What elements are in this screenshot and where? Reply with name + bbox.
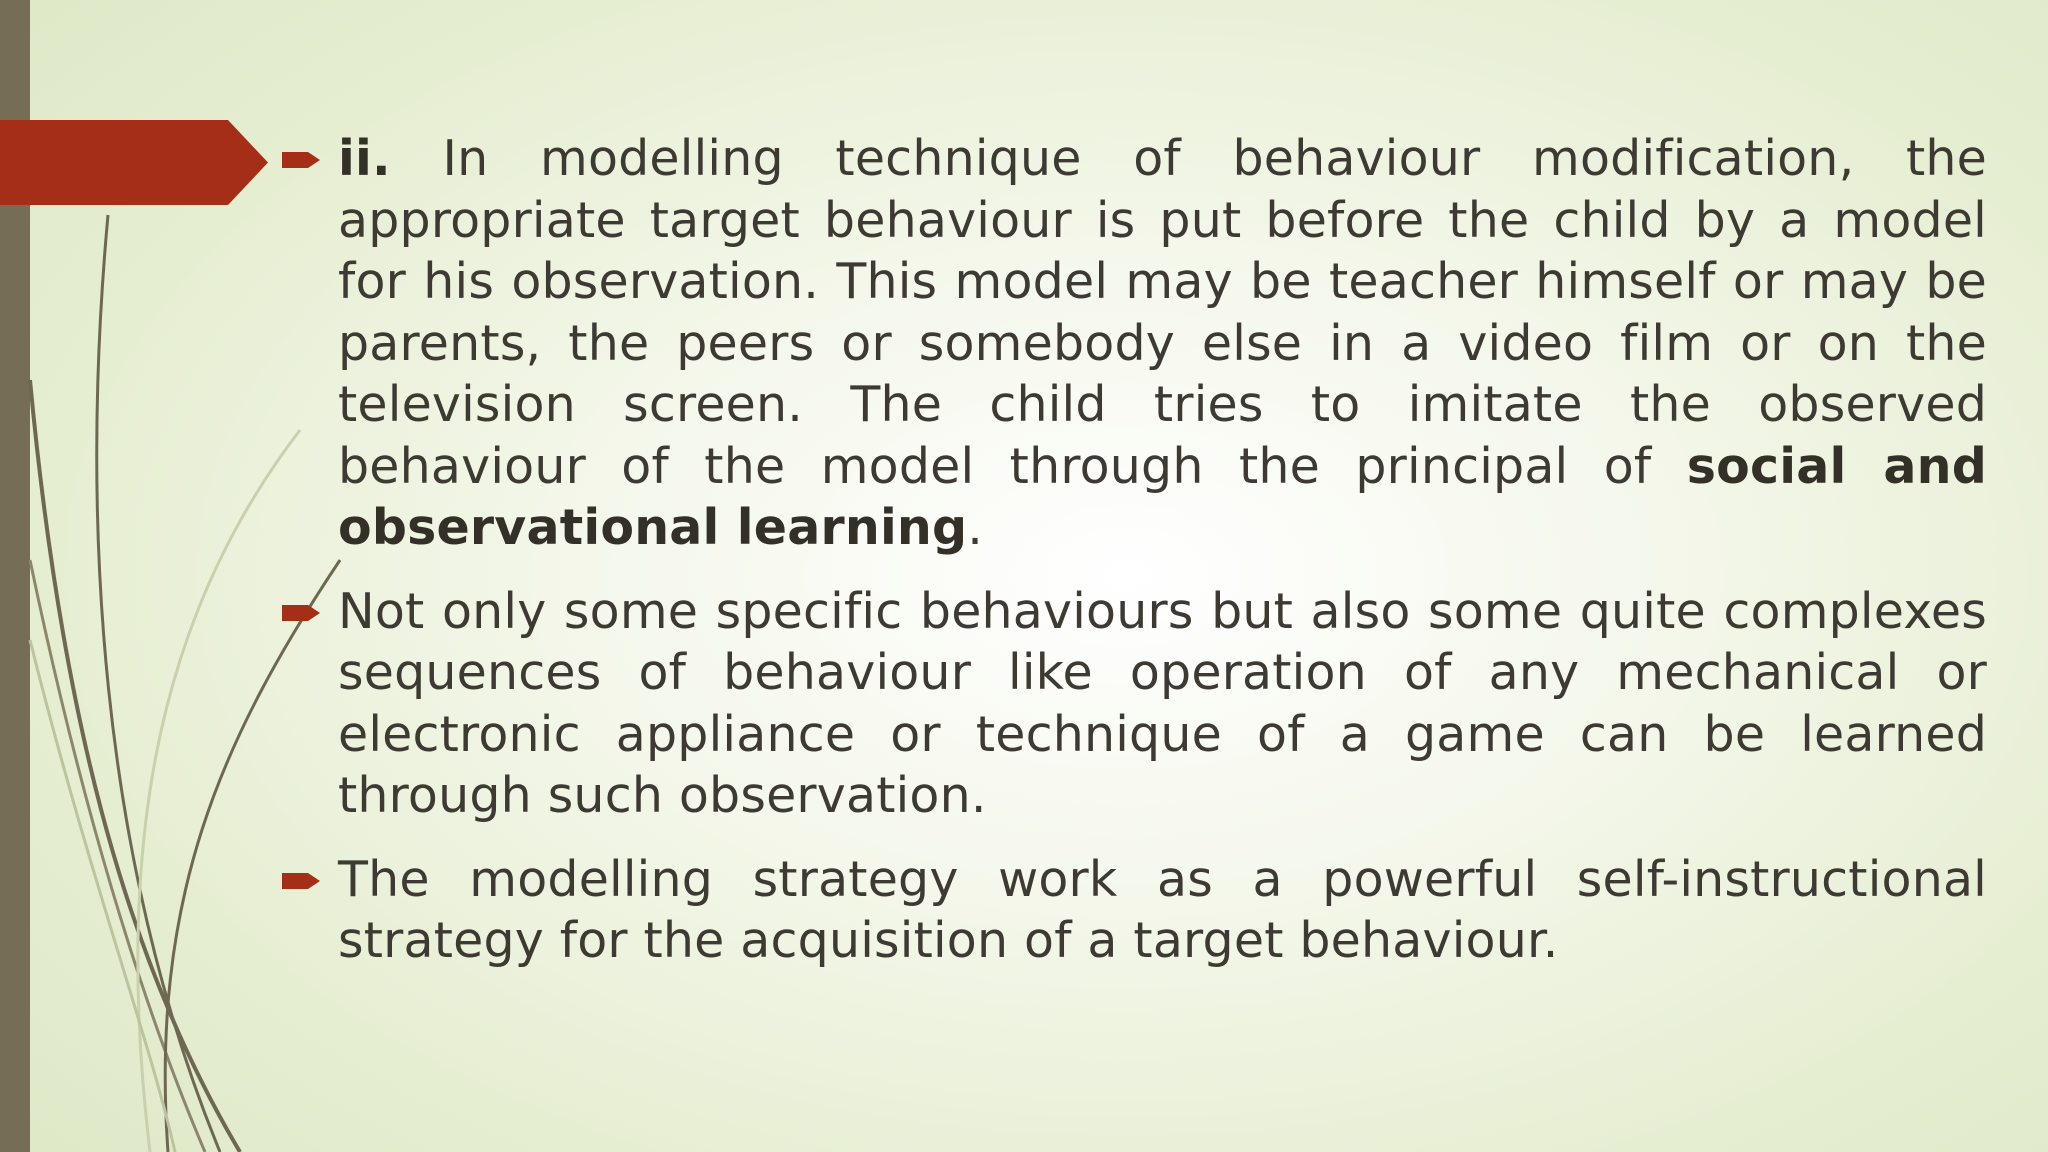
arrow-bullet-icon xyxy=(282,603,322,623)
arrow-bullet-icon xyxy=(282,150,322,170)
bullet-text: The modelling strategy work as a powerful self-instructional strategy for the acquisition of a target behaviour. xyxy=(338,850,1987,969)
bullet-bold-phrase: social and observational learning xyxy=(338,437,1987,556)
bullet-item xyxy=(282,581,1987,827)
bullet-list xyxy=(282,128,1987,994)
bullet-body: In modelling technique of behaviour modification, the appropriate target behaviour is put before the child by a model for his observation. This model may be teacher himself or may be parents, the peers or somebody else in a video film or on the television screen. The child tries to imitate the observed behaviour of the model through the principal of xyxy=(338,130,1987,495)
bullet-text xyxy=(338,128,1987,559)
bullet-item xyxy=(282,128,1987,559)
bullet-item xyxy=(282,849,1987,972)
bullet-tail: . xyxy=(967,499,984,556)
title-tab-shape xyxy=(0,120,268,205)
bullet-text: Not only some specific behaviours but also some quite complexes sequences of behaviour like operation of any mechanical or electronic appliance or technique of a game can be learned through such observation. xyxy=(338,582,1987,824)
arrow-bullet-icon xyxy=(282,871,322,891)
bullet-lead-bold: ii. xyxy=(338,130,391,187)
